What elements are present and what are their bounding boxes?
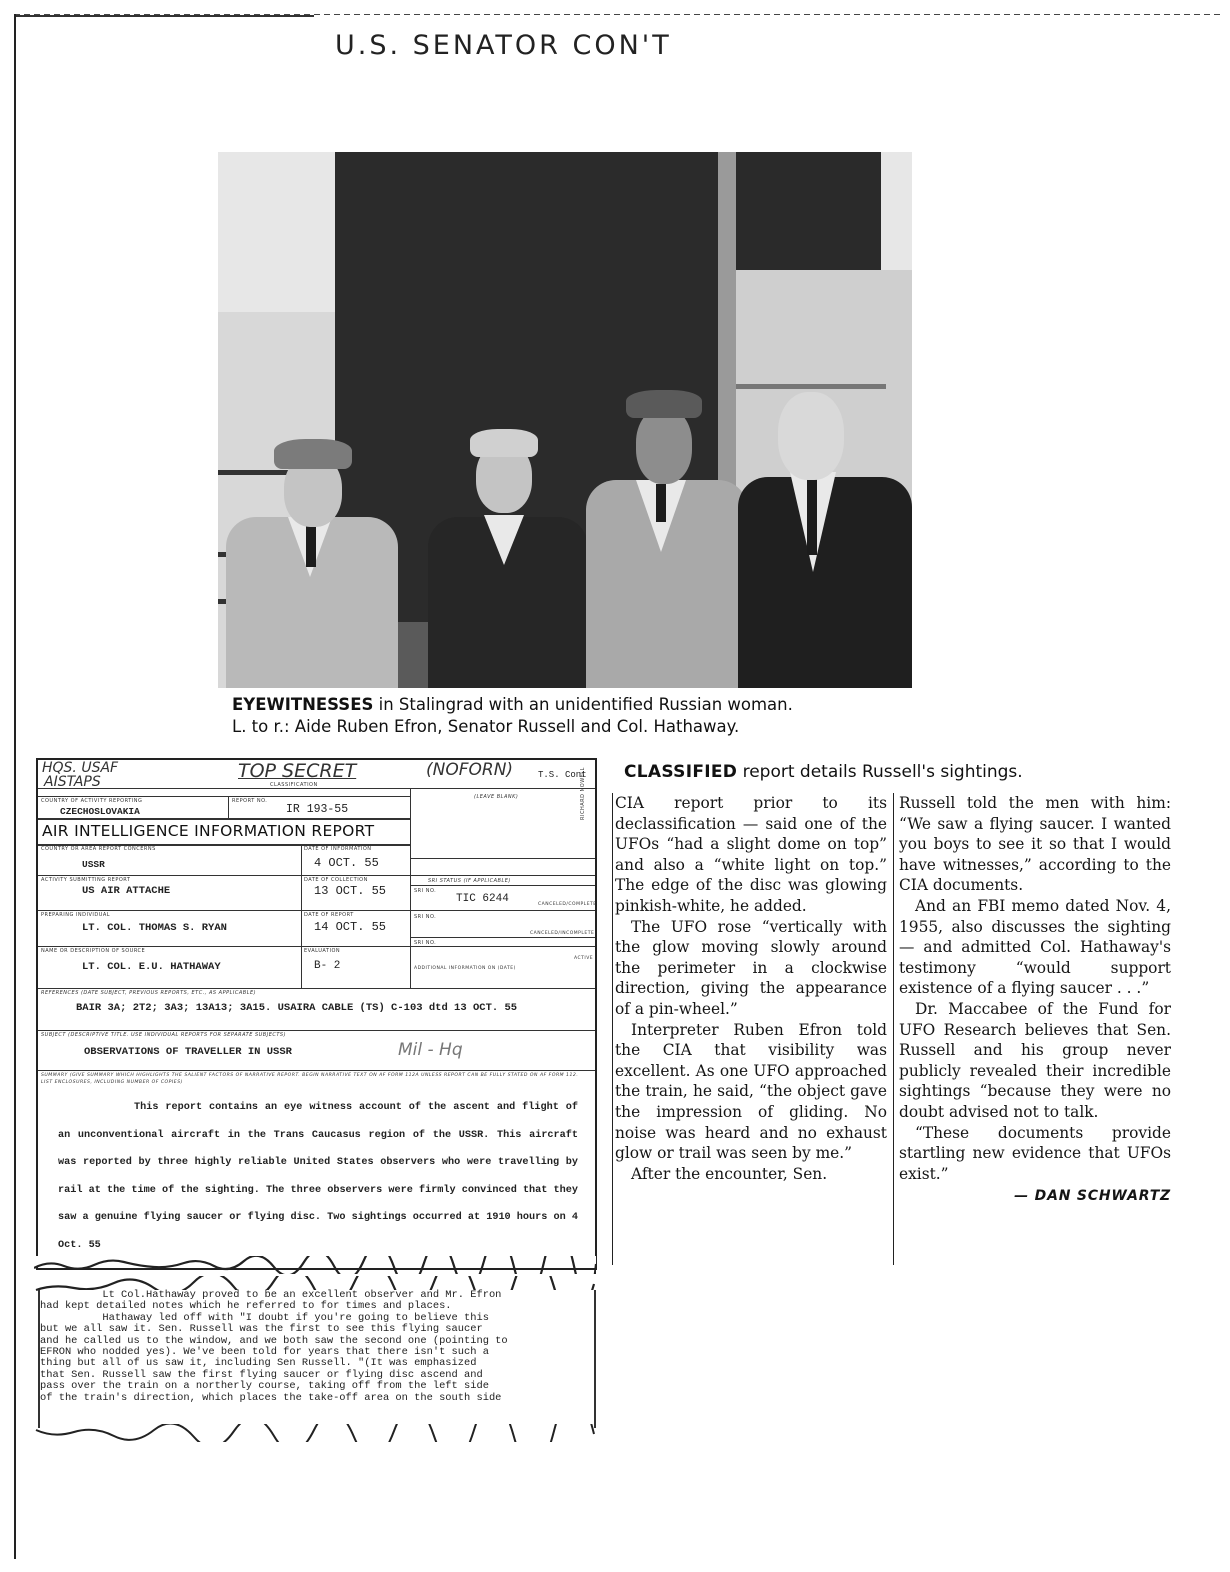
sri-no-value: TIC 6244 bbox=[456, 893, 509, 905]
subject-label: SUBJECT (DESCRIPTIVE TITLE. USE INDIVIDUAL REPORTS FOR SEPARATE SUBJECTS) bbox=[41, 1032, 287, 1038]
form-rule bbox=[38, 946, 595, 947]
article-column-2 bbox=[899, 793, 1171, 1207]
country-area-label: COUNTRY OR AREA REPORT CONCERNS bbox=[41, 846, 156, 852]
activity-submitting-value: US AIR ATTACHE bbox=[82, 885, 171, 897]
caption-line2: L. to r.: Aide Ruben Efron, Senator Russell and Col. Hathaway. bbox=[232, 717, 740, 736]
canceled-incomplete-label: CANCELED/INCOMPLETE bbox=[530, 931, 595, 936]
sri-no-label-2: SRI NO. bbox=[414, 914, 437, 920]
source-label: NAME OR DESCRIPTION OF SOURCE bbox=[41, 948, 146, 954]
excerpt-line: pass over the train on a northerly course, taking off from the left side bbox=[40, 1380, 489, 1393]
headline-bold: CLASSIFIED bbox=[624, 762, 738, 782]
date-report-label: DATE OF REPORT bbox=[304, 912, 354, 918]
activity-submitting-label: ACTIVITY SUBMITTING REPORT bbox=[41, 877, 131, 883]
summary-label: SUMMARY (GIVE SUMMARY WHICH HIGHLIGHTS THE SALIENT FACTORS OF NARRATIVE REPORT. BEGIN NARRATIVE TEXT ON AF FORM 112A UNLESS REPORT CAN BE FULLY STATED ON AF FORM 112. LIST ENCLOSURES, INCLUDING NUMBER OF COPIES) bbox=[41, 1073, 579, 1085]
excerpt-line: and he called us to the window, and we both saw the second one (pointing to bbox=[40, 1334, 508, 1347]
report-excerpt bbox=[38, 1290, 596, 1428]
form-rule bbox=[38, 818, 410, 820]
excerpt-line: EFRON who nodded yes). We've been told for years that there isn't such a bbox=[40, 1346, 489, 1359]
handwritten-hqs-usaf: HQS. USAF bbox=[42, 760, 119, 776]
form-rule bbox=[301, 844, 302, 988]
sri-no-label: SRI NO. bbox=[414, 888, 437, 894]
additional-info-label: ADDITIONAL INFORMATION ON (DATE) bbox=[414, 966, 516, 971]
evaluation-label: EVALUATION bbox=[304, 948, 341, 954]
page-left-border bbox=[14, 14, 16, 1559]
form-rule bbox=[228, 796, 229, 818]
headline-rest: report details Russell's sightings. bbox=[737, 762, 1023, 782]
references-value: BAIR 3A; 2T2; 3A3; 13A13; 3A15. USAIRA CABLE (TS) C-103 dtd 13 OCT. 55 bbox=[76, 1002, 518, 1014]
form-title: AIR INTELLIGENCE INFORMATION REPORT bbox=[42, 822, 375, 840]
photo-caption bbox=[232, 694, 932, 738]
canceled-complete-label: CANCELED/COMPLETE bbox=[538, 902, 597, 907]
torn-edge-bottom bbox=[34, 1256, 596, 1274]
form-rule bbox=[38, 796, 410, 797]
excerpt-line: of the train's direction, which places the take-off area on the south side bbox=[40, 1391, 502, 1404]
date-info-label: DATE OF INFORMATION bbox=[304, 846, 372, 852]
sri-no-label-3: SRI NO. bbox=[414, 940, 437, 946]
country-activity-value: CZECHOSLOVAKIA bbox=[60, 806, 140, 817]
article-paragraph: CIA report prior to its declassification — said one of the UFOs “had a slight dome on top” and also a “white light on top.” The edge of the disc was glowing pinkish-white, he added. bbox=[615, 794, 887, 915]
references-label: REFERENCES (DATE SUBJECT, PREVIOUS REPORTS, ETC., AS APPLICABLE) bbox=[41, 990, 257, 996]
article-paragraph: Russell told the men with him: “We saw a flying saucer. I wanted you boys to see it so that I would have witnesses,” according to the CIA documents. bbox=[899, 794, 1171, 895]
noforn-stamp: (NOFORN) bbox=[426, 760, 514, 780]
excerpt-line: thing but all of us saw it, including Sen Russell. "(It was emphasized bbox=[40, 1357, 477, 1370]
sri-status-label: SRI STATUS (IF APPLICABLE) bbox=[428, 878, 511, 884]
article-paragraph: Dr. Maccabee of the Fund for UFO Research believes that Sen. Russell and his group never publicly revealed their incredible sightings “because they were no doubt advised not to talk. bbox=[899, 999, 1171, 1121]
excerpt-line: but we all saw it. Sen. Russell was the first to see this flying saucer bbox=[40, 1323, 483, 1336]
date-info-value: 4 OCT. 55 bbox=[314, 856, 379, 870]
eyewitness-photo bbox=[218, 152, 912, 688]
caption-bold: EYEWITNESSES bbox=[232, 695, 374, 714]
top-secret-stamp: TOP SECRET bbox=[238, 760, 357, 782]
article-paragraph: Interpreter Ruben Efron told the CIA that visibility was excellent. As one UFO approached the train, he said, “the object gave the impression of gliding. No noise was heard and no exhaust glow or trail was seen by me.” bbox=[615, 1020, 887, 1163]
photo-window bbox=[736, 152, 881, 270]
subject-value: OBSERVATIONS OF TRAVELLER IN USSR bbox=[84, 1046, 292, 1058]
source-value: LT. COL. E.U. HATHAWAY bbox=[82, 961, 221, 973]
form-rule bbox=[38, 788, 595, 789]
form-rule bbox=[38, 875, 595, 876]
handwritten-header: U.S. SENATOR CON'T bbox=[335, 30, 672, 61]
classification-label: CLASSIFICATION bbox=[270, 782, 318, 788]
form-rule bbox=[411, 858, 595, 859]
report-no-value: IR 193-55 bbox=[286, 803, 349, 816]
form-rule bbox=[38, 988, 595, 989]
preparing-label: PREPARING INDIVIDUAL bbox=[41, 912, 111, 918]
excerpt-line: Lt Col.Hathaway proved to be an excellent observer and Mr. Efron bbox=[40, 1289, 502, 1301]
excerpt-line: that Sen. Russell saw the first flying saucer or flying disc ascend and bbox=[40, 1368, 483, 1381]
form-rule bbox=[411, 885, 595, 886]
article-paragraph: And an FBI memo dated Nov. 4, 1955, also discusses the sighting — and admitted Col. Hathaway's testimony “would support existence of a flying saucer . . .” bbox=[899, 896, 1171, 998]
handwritten-aistaps: AISTAPS bbox=[44, 774, 101, 790]
summary-text bbox=[58, 1094, 578, 1259]
country-area-value: USSR bbox=[82, 859, 105, 870]
evaluation-value: B- 2 bbox=[314, 960, 341, 972]
article-paragraph: “These documents provide startling new evidence that UFOs exist.” bbox=[899, 1123, 1171, 1183]
form-rule bbox=[411, 937, 595, 938]
subject-handwritten-note: Mil - Hq bbox=[398, 1040, 463, 1060]
article-paragraph: The UFO rose “vertically with the glow moving slowly around the perimeter in a clockwise direction, giving the appearance of a pin-wheel.” bbox=[615, 917, 887, 1018]
ts-control-number: T.S. Cont bbox=[538, 770, 587, 780]
air-intelligence-report-form bbox=[36, 758, 597, 1270]
article-column-1 bbox=[615, 793, 887, 1184]
column-rule-middle bbox=[893, 793, 894, 1265]
side-stamp: RICHARD NOWELL bbox=[580, 767, 586, 820]
byline: — DAN SCHWARTZ bbox=[1014, 1188, 1171, 1205]
date-report-value: 14 OCT. 55 bbox=[314, 920, 387, 934]
form-rule bbox=[410, 788, 411, 988]
torn-edge-excerpt-bottom bbox=[34, 1424, 596, 1442]
summary-paragraph: This report contains an eye witness account of the ascent and flight of an unconventional aircraft in the Trans Caucasus region of the USSR. This aircraft was reported by three highly reliable United States observers who were travelling by rail at the time of the sighting. The three observers were firmly convinced that they saw a genuine flying saucer or flying disc. Two sightings occurred at 1910 hours on 4 Oct. 55 bbox=[58, 1102, 578, 1251]
form-rule bbox=[38, 910, 595, 911]
article-paragraph: After the encounter, Sen. bbox=[631, 1164, 828, 1183]
form-rule bbox=[38, 1030, 595, 1031]
active-label: ACTIVE bbox=[574, 956, 594, 961]
preparing-value: LT. COL. THOMAS S. RYAN bbox=[82, 922, 227, 934]
article-headline bbox=[624, 762, 1023, 782]
date-collection-label: DATE OF COLLECTION bbox=[304, 877, 368, 883]
excerpt-line: Hathaway led off with "I doubt if you're going to believe this bbox=[40, 1311, 489, 1324]
country-activity-label: COUNTRY OF ACTIVITY REPORTING bbox=[41, 798, 143, 804]
form-rule bbox=[38, 1070, 595, 1071]
report-no-label: REPORT NO. bbox=[232, 798, 268, 804]
excerpt-line: had kept detailed notes which he referred to for times and places. bbox=[40, 1300, 452, 1313]
photo-ledge bbox=[736, 384, 886, 389]
caption-line1: in Stalingrad with an unidentified Russian woman. bbox=[373, 695, 793, 714]
date-collection-value: 13 OCT. 55 bbox=[314, 884, 387, 898]
leave-blank-label: (LEAVE BLANK) bbox=[474, 794, 519, 800]
page-top-border-mark bbox=[14, 15, 314, 17]
column-rule-left bbox=[612, 793, 613, 1265]
